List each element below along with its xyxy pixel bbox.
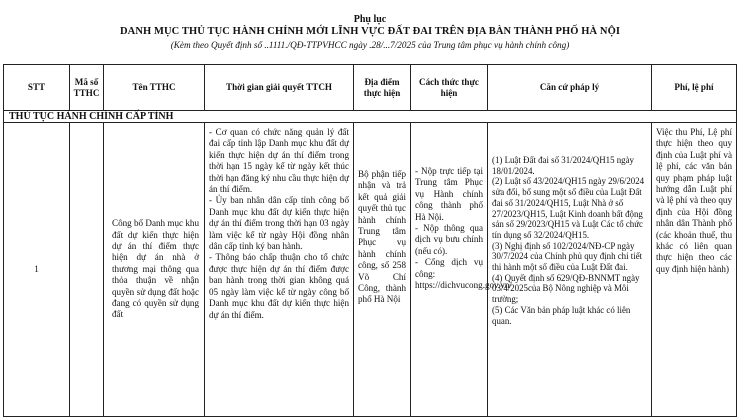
cell-place (354, 123, 411, 417)
col-header-legal: Căn cứ pháp lý (488, 65, 652, 111)
col-header-name: Tên TTHC (104, 65, 205, 111)
time-item: - Cơ quan có chức năng quản lý đất đai cấp tỉnh lập Danh mục khu đất dự kiến thực hiện dự án thí điểm trong thời hạn 15 ngày kể từ ngày kết thúc thời hạn đăng ký nhu cầu thực hiện dự án thí điểm. (209, 127, 349, 195)
legal-item: (1) Luật Đất đai số 31/2024/QH15 ngày 18/01/2024. (492, 155, 634, 176)
place-text: Bộ phận tiếp nhận và trả kết quả giải quyết thủ tục hành chính Trung tâm Phục vụ hành chính công, số 258 Võ Chí Công, thành phố Hà Nội (358, 169, 406, 305)
cell-processing-time (205, 123, 354, 417)
section-row (4, 111, 737, 123)
cell-code (70, 123, 104, 417)
document-title: DANH MỤC THỦ TỤC HÀNH CHÍNH MỚI LĨNH VỰC ĐẤT ĐAI TRÊN ĐỊA BÀN THÀNH PHỐ HÀ NỘI (119, 26, 621, 37)
col-header-method: Cách thức thực hiện (411, 65, 488, 111)
legal-item: (4) Quyết định số 629/QĐ-BNNMT ngày 03/4/2025của Bộ Nông nghiệp và Môi trường; (492, 272, 640, 305)
cell-stt: 1 (4, 123, 70, 417)
col-header-time: Thời gian giải quyết TTCH (205, 65, 354, 111)
section-title: THỦ TỤC HÀNH CHÍNH CẤP TỈNH (4, 111, 737, 123)
time-item: - Ủy ban nhân dân cấp tỉnh công bố Danh mục khu đất dự kiến thực hiện dự án thí điểm trong thời hạn 03 ngày làm việc kể từ ngày Hội đồng nhân dân cấp tỉnh ký ban hành. (209, 195, 349, 252)
appendix-label: Phụ lục (353, 14, 387, 25)
table-row (4, 123, 737, 417)
col-header-place: Địa điểm thực hiện (354, 65, 411, 111)
method-item: - Cổng dịch vụ công: https://dichvucong.gov.vn/ (415, 257, 512, 291)
cell-fee: Việc thu Phí, Lệ phí thực hiện theo quy định của Luật phí và lệ phí, các văn bản quy phạm pháp luật hướng dẫn Luật phí và lệ phí và theo quy định của Hội đồng nhân dân Thành phố (các khoản thuế, thu khác có liên quan thực hiện theo các quy định hiện hành) (652, 123, 737, 417)
time-item: - Thông báo chấp thuận cho tổ chức được thực hiện dự án thí điểm được ban hành trong thời gian không quá 05 ngày làm việc kể từ ngày công bố Danh mục khu đất dự kiến thực hiện dự án thí điểm. (209, 252, 349, 320)
method-item: - Nộp thông qua dịch vụ bưu chính (nếu có). (415, 223, 483, 256)
col-header-fee: Phí, lệ phí (652, 65, 737, 111)
document-subtitle: (Kèm theo Quyết định số ..1111./QĐ-TTPVHCC ngày .28/...7/2025 của Trung tâm phục vụ hành chính công) (170, 40, 570, 50)
col-header-stt: STT (4, 65, 70, 111)
legal-item: (3) Nghị định số 102/2024/NĐ-CP ngày 30/7/2024 của Chính phủ quy định chi tiết thi hành một số điều của Luật Đất đai. (492, 240, 643, 273)
procedure-table (3, 64, 737, 417)
table-header-row (4, 65, 737, 111)
cell-procedure-name: Công bố Danh mục khu đất dự kiến thực hiện dự án thí điểm thực hiện dự án nhà ở thương mại thông qua thỏa thuận về nhận quyền sử dụng đất hoặc đang có quyền sử dụng đất (104, 123, 205, 417)
cell-legal-basis (488, 123, 652, 417)
cell-method (411, 123, 512, 417)
legal-item: (2) Luật số 43/2024/QH15 ngày 29/6/2024 sửa đổi, bổ sung một số điều của Luật Đất đai số 31/2024/QH15, Luật Nhà ở số 27/2023/QH15, Luật Kinh doanh bất động sản số 29/2023/QH15 và Luật Các tổ chức tín dụng số 32/2024/QH15. (492, 176, 645, 240)
method-item: - Nộp trực tiếp tại Trung tâm Phục vụ Hành chính công thành phố Hà Nội. (415, 166, 483, 222)
col-header-code: Mã số TTHC (70, 65, 104, 111)
legal-item: (5) Các Văn bản pháp luật khác có liên quan. (492, 304, 631, 326)
